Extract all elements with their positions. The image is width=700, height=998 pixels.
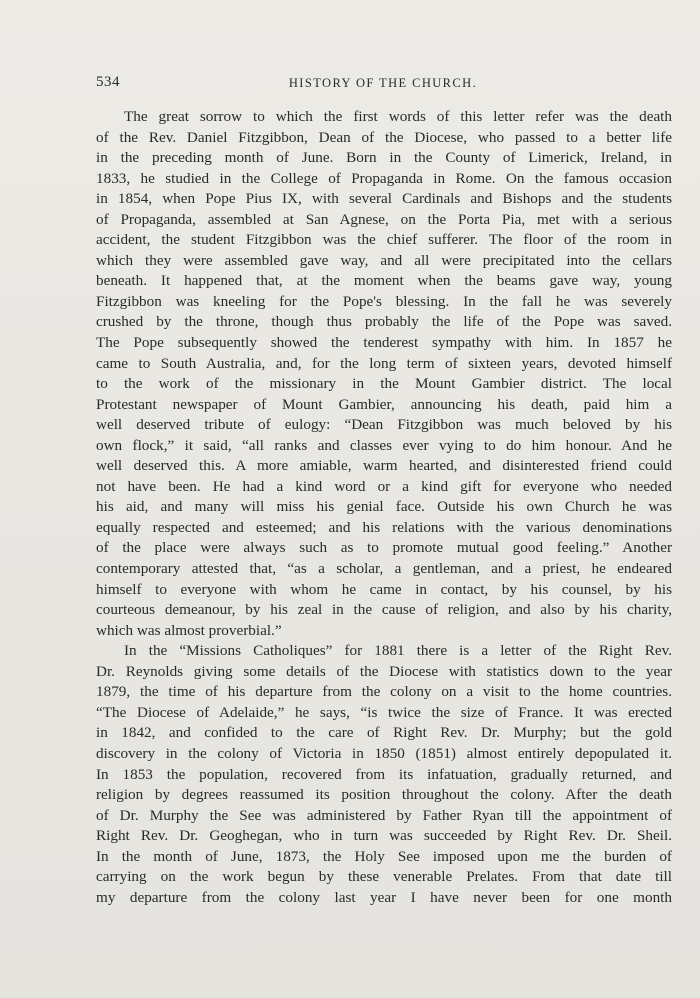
text-line: The great sorrow to which the first words of this letter refer was the death bbox=[124, 108, 672, 125]
text-line: contemporary attested that, “as a scholar, a gentleman, and a priest, he endeared bbox=[96, 560, 672, 578]
running-title: HISTORY OF THE CHURCH. bbox=[288, 76, 478, 90]
text-line: in 1842, and confided to the care of Right Rev. Dr. Murphy; but the gold bbox=[96, 724, 672, 742]
text-line: of the Rev. Daniel Fitzgibbon, Dean of the Diocese, who passed to a better life bbox=[96, 128, 672, 146]
body-text bbox=[96, 107, 672, 908]
text-line: in 1854, when Pope Pius IX, with several Cardinals and Bishops and the students bbox=[96, 190, 672, 208]
text-line: beneath. It happened that, at the moment when the beams gave way, young bbox=[96, 272, 672, 290]
text-line: crushed by the throne, though thus probably the life of the Pope was saved. bbox=[96, 313, 672, 331]
text-line: which they were assembled gave way, and all were precipitated into the cellars bbox=[96, 251, 672, 269]
text-line: Fitzgibbon was kneeling for the Pope's blessing. In the fall he was severely bbox=[96, 292, 672, 310]
text-line: discovery in the colony of Victoria in 1850 (1851) almost entirely depopulated it. bbox=[96, 744, 672, 762]
page-number: 534 bbox=[96, 74, 120, 90]
text-line: well deserved tribute of eulogy: “Dean Fitzgibbon was much beloved by his bbox=[96, 416, 672, 434]
text-line: accident, the student Fitzgibbon was the chief sufferer. The floor of the room in bbox=[96, 231, 672, 249]
text-line: In the month of June, 1873, the Holy See imposed upon me the burden of bbox=[96, 847, 672, 865]
text-line: own flock,” it said, “all ranks and classes ever vying to do him honour. And he bbox=[96, 436, 672, 454]
text-line: his aid, and many will miss his genial face. Outside his own Church he was bbox=[96, 498, 672, 516]
text-line: In the “Missions Catholiques” for 1881 there is a letter of the Right Rev. bbox=[124, 642, 672, 660]
text-line: to the work of the missionary in the Mount Gambier district. The local bbox=[96, 375, 672, 393]
running-header bbox=[96, 74, 670, 96]
text-line: in the preceding month of June. Born in the County of Limerick, Ireland, in bbox=[96, 149, 672, 167]
text-line: came to South Australia, and, for the long term of sixteen years, devoted himself bbox=[96, 354, 672, 372]
text-line: which was almost proverbial.” bbox=[96, 621, 282, 639]
text-line: 1879, the time of his departure from the colony on a visit to the home countries. bbox=[96, 683, 672, 701]
text-line: The Pope subsequently showed the tenderest sympathy with him. In 1857 he bbox=[96, 334, 672, 352]
text-line: himself to everyone with whom he came in contact, by his counsel, by his bbox=[96, 580, 672, 598]
text-line: equally respected and esteemed; and his relations with the various denominations bbox=[96, 518, 672, 536]
text-line: “The Diocese of Adelaide,” he says, “is twice the size of France. It was erected bbox=[96, 703, 672, 721]
text-line: In 1853 the population, recovered from its infatuation, gradually returned, and bbox=[96, 765, 672, 783]
text-line: well deserved this. A more amiable, warm hearted, and disinterested friend could bbox=[96, 457, 672, 475]
text-line: of the place were always such as to promote mutual good feeling.” Another bbox=[96, 539, 672, 557]
text-line: not have been. He had a kind word or a kind gift for everyone who needed bbox=[96, 477, 672, 495]
text-line: of Dr. Murphy the See was administered by Father Ryan till the appointment of bbox=[96, 806, 672, 824]
text-line: religion by degrees reassumed its position throughout the colony. After the death bbox=[96, 786, 672, 804]
text-line: 1833, he studied in the College of Propaganda in Rome. On the famous occasion bbox=[96, 169, 672, 187]
text-line: Dr. Reynolds giving some details of the Diocese with statistics down to the year bbox=[96, 662, 672, 680]
text-line: carrying on the work begun by these venerable Prelates. From that date till bbox=[96, 868, 672, 886]
text-line: Right Rev. Dr. Geoghegan, who in turn was succeeded by Right Rev. Dr. Sheil. bbox=[96, 827, 672, 845]
text-line: my departure from the colony last year I have never been for one month bbox=[96, 888, 672, 906]
text-line: courteous demeanour, by his zeal in the cause of religion, and also by his charity, bbox=[96, 601, 672, 619]
text-line: Protestant newspaper of Mount Gambier, announcing his death, paid him a bbox=[96, 395, 672, 413]
text-line: of Propaganda, assembled at San Agnese, on the Porta Pia, met with a serious bbox=[96, 210, 672, 228]
